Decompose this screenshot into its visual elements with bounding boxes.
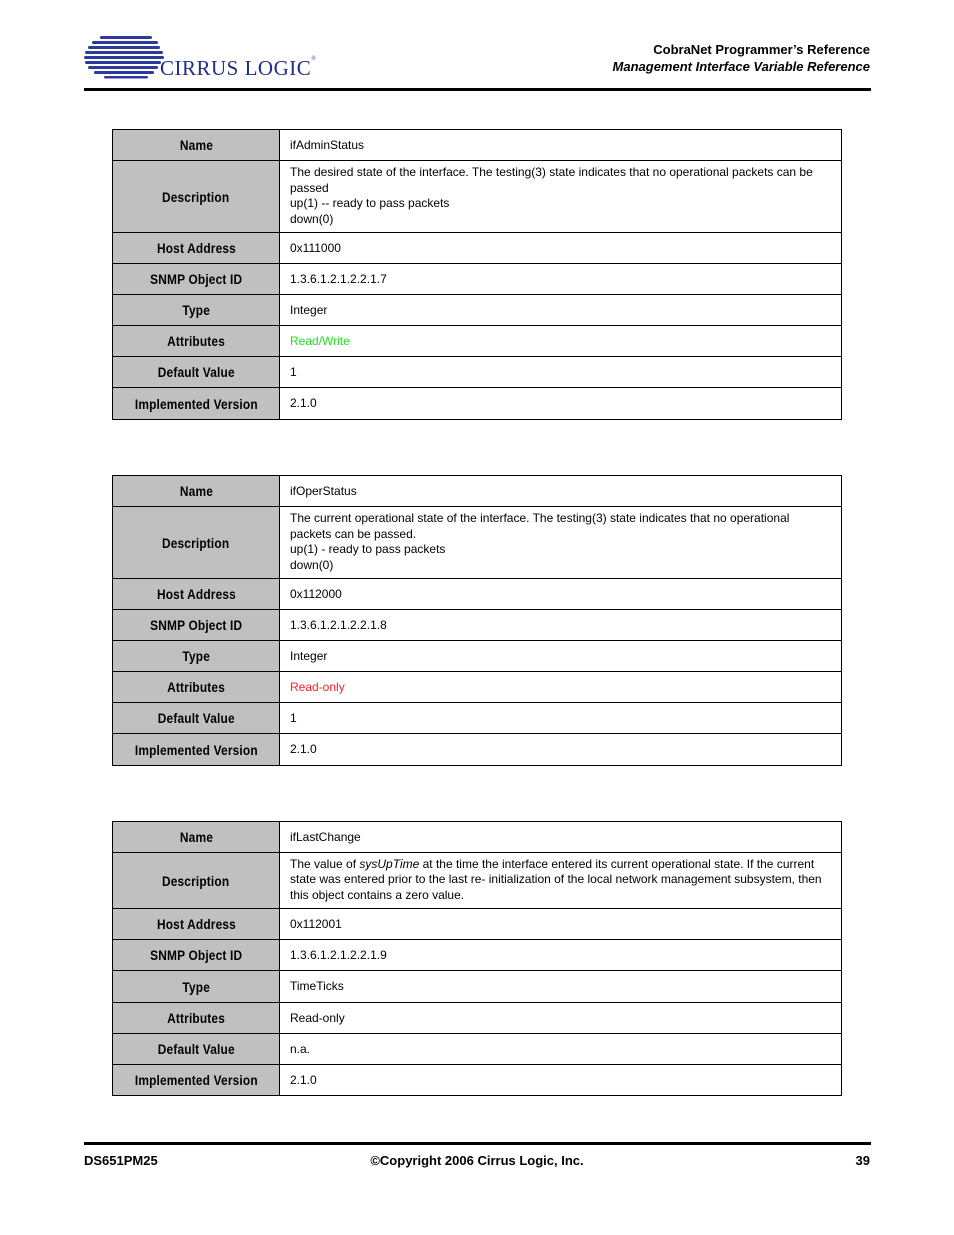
variable-table-ifoperstatus bbox=[112, 475, 842, 766]
name-label: Name bbox=[179, 829, 213, 845]
page-number: 39 bbox=[855, 1153, 870, 1168]
document-id: DS651PM25 bbox=[84, 1153, 158, 1168]
implemented-version-label: Implemented Version bbox=[134, 1072, 258, 1088]
type-value: Integer bbox=[280, 295, 842, 326]
implemented-version-label: Implemented Version bbox=[134, 395, 258, 412]
type-value: Integer bbox=[280, 641, 842, 672]
attributes-label: Attributes bbox=[167, 333, 225, 349]
attributes-value: Read-only bbox=[280, 1003, 842, 1034]
default-value-value: 1 bbox=[280, 357, 842, 388]
host-address-label: Host Address bbox=[156, 586, 236, 602]
snmp-object-id-value: 1.3.6.1.2.1.2.2.1.9 bbox=[280, 940, 842, 971]
attributes-value: Read/Write bbox=[280, 326, 842, 357]
attributes-label: Attributes bbox=[167, 1010, 225, 1026]
default-value-label: Default Value bbox=[157, 1041, 235, 1057]
section-title: Management Interface Variable Reference bbox=[612, 59, 870, 74]
implemented-version-value: 2.1.0 bbox=[280, 388, 842, 420]
description-value: The value of sysUpTime at the time the interface entered its current operational state. If the current state was entered prior to the last re- initialization of the local network management subsystem, then this object contains a zero value. bbox=[280, 853, 842, 909]
snmp-object-id-label: SNMP Object ID bbox=[149, 947, 243, 963]
name-value: ifLastChange bbox=[280, 822, 842, 853]
type-label: Type bbox=[182, 978, 210, 995]
host-address-value: 0x112001 bbox=[280, 909, 842, 940]
default-value-label: Default Value bbox=[157, 710, 235, 726]
implemented-version-label: Implemented Version bbox=[134, 741, 258, 758]
attributes-label: Attributes bbox=[167, 679, 225, 695]
default-value-value: 1 bbox=[280, 703, 842, 734]
description-label: Description bbox=[162, 188, 230, 205]
copyright-notice: ©Copyright 2006 Cirrus Logic, Inc. bbox=[370, 1153, 584, 1168]
snmp-object-id-label: SNMP Object ID bbox=[149, 617, 243, 633]
description-value: The current operational state of the interface. The testing(3) state indicates that no operational packets can be passed. up(1) - ready to pass packets down(0) bbox=[280, 507, 842, 579]
header-divider bbox=[84, 88, 871, 91]
host-address-label: Host Address bbox=[156, 916, 236, 932]
default-value-value: n.a. bbox=[280, 1034, 842, 1065]
footer-divider bbox=[84, 1142, 871, 1145]
name-value: ifAdminStatus bbox=[280, 130, 842, 161]
default-value-label: Default Value bbox=[157, 364, 235, 380]
cirrus-logic-logo: CIRRUS LOGIC® bbox=[84, 34, 304, 82]
snmp-object-id-label: SNMP Object ID bbox=[149, 271, 243, 287]
host-address-label: Host Address bbox=[156, 240, 236, 256]
name-label: Name bbox=[179, 483, 213, 499]
logo-wordmark: CIRRUS LOGIC bbox=[160, 56, 312, 80]
variable-table-iflastchange bbox=[112, 821, 842, 1096]
name-value: ifOperStatus bbox=[280, 476, 842, 507]
type-value: TimeTicks bbox=[280, 971, 842, 1003]
document-title: CobraNet Programmer’s Reference bbox=[653, 42, 870, 57]
description-value: The desired state of the interface. The testing(3) state indicates that no operational packets can be passed up(1) -- ready to pass packets down(0) bbox=[280, 161, 842, 233]
description-label: Description bbox=[162, 872, 230, 889]
page-header bbox=[613, 41, 870, 75]
type-label: Type bbox=[182, 302, 210, 318]
host-address-value: 0x111000 bbox=[280, 233, 842, 264]
description-label: Description bbox=[162, 534, 230, 551]
snmp-object-id-value: 1.3.6.1.2.1.2.2.1.8 bbox=[280, 610, 842, 641]
name-label: Name bbox=[179, 137, 213, 153]
snmp-object-id-value: 1.3.6.1.2.1.2.2.1.7 bbox=[280, 264, 842, 295]
cirrus-logo-mark-icon bbox=[84, 34, 166, 80]
host-address-value: 0x112000 bbox=[280, 579, 842, 610]
variable-table-ifadminstatus bbox=[112, 129, 842, 420]
implemented-version-value: 2.1.0 bbox=[280, 734, 842, 766]
implemented-version-value: 2.1.0 bbox=[280, 1065, 842, 1096]
type-label: Type bbox=[182, 648, 210, 664]
attributes-value: Read-only bbox=[280, 672, 842, 703]
sysuptime-term: sysUpTime bbox=[359, 856, 420, 871]
